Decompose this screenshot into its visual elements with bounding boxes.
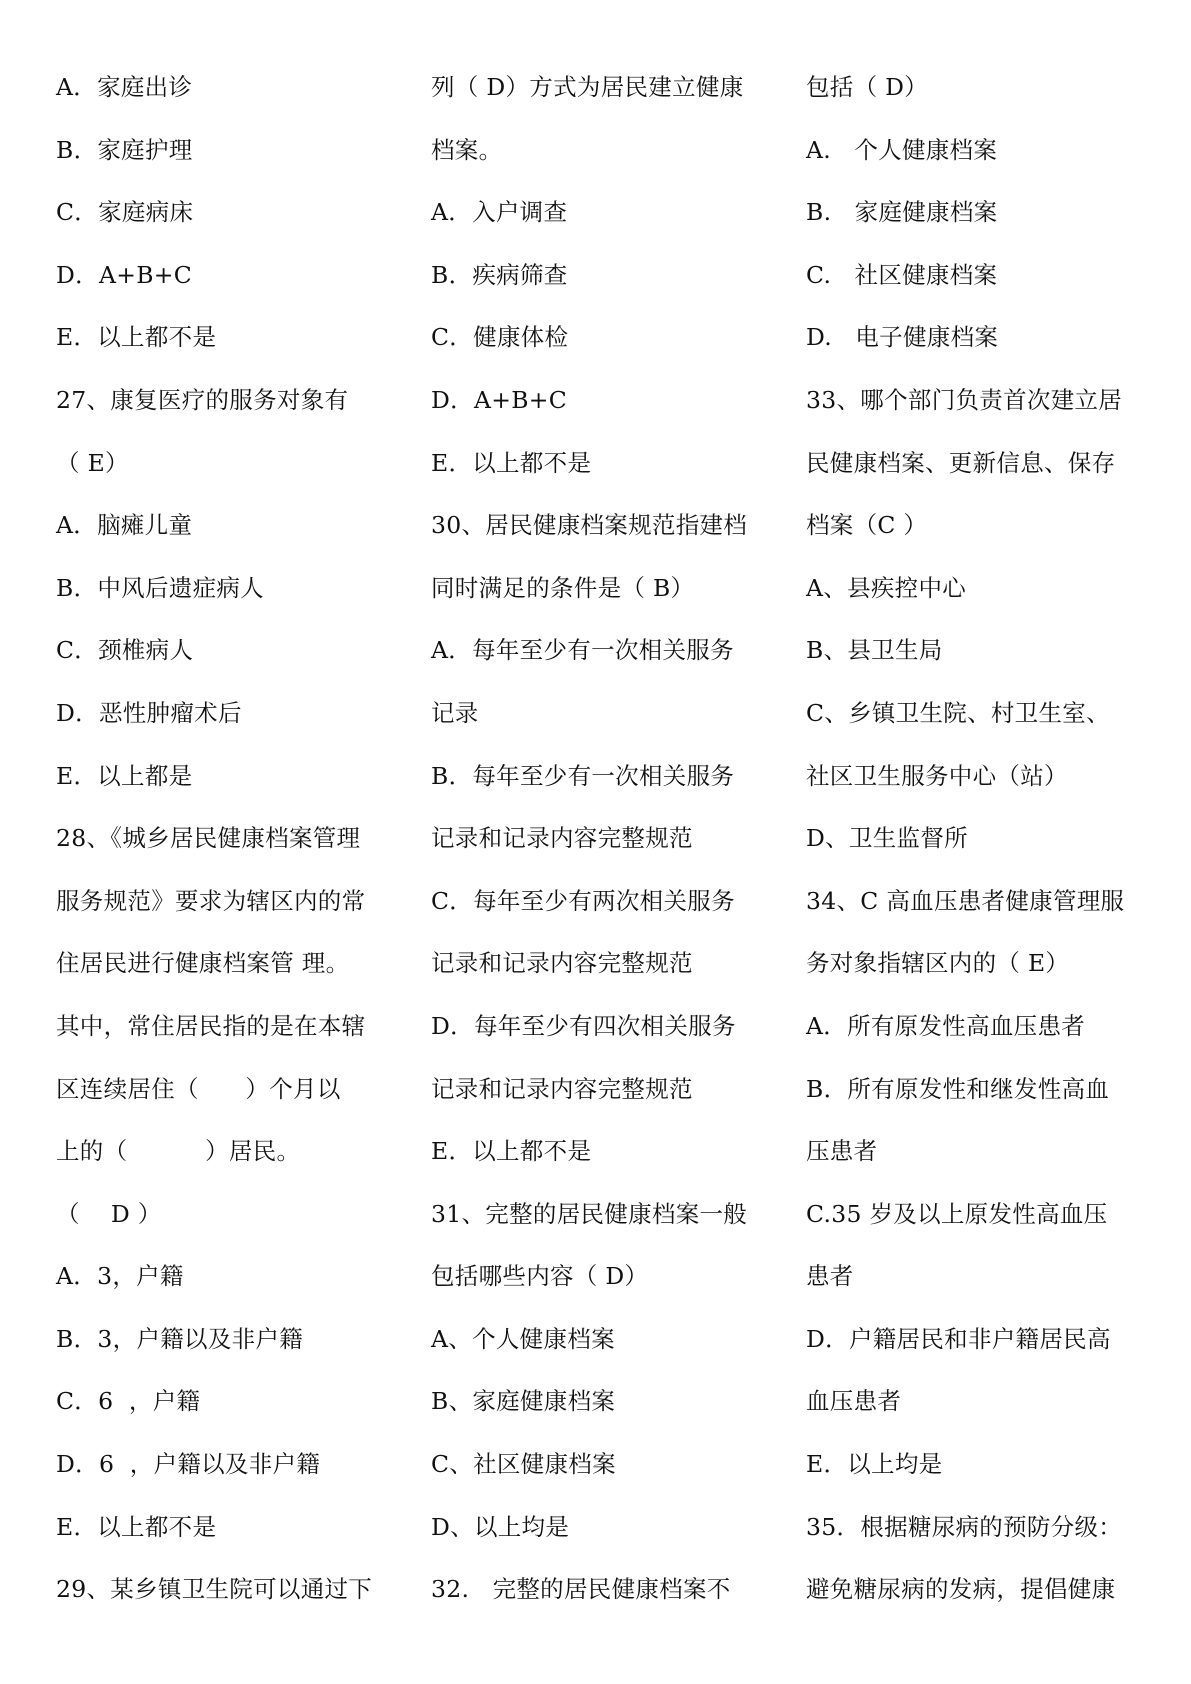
text-line: 29、某乡镇卫生院可以通过下: [56, 1575, 373, 1604]
text-line: C. 社区健康档案: [806, 260, 998, 289]
text-line: 血压患者: [806, 1387, 902, 1416]
text-line: （ D ）: [56, 1199, 162, 1228]
text-line: B．每年至少有一次相关服务: [431, 761, 735, 790]
text-line: 民健康档案、更新信息、保存: [806, 448, 1116, 477]
text-line: 区连续居住（ ）个月以: [56, 1074, 341, 1103]
text-line: B．家庭护理: [56, 135, 193, 164]
text-line: C、乡镇卫生院、村卫生室、: [806, 698, 1110, 727]
text-line: D、以上均是: [431, 1512, 570, 1541]
text-line: E．以上均是: [806, 1450, 943, 1479]
text-line: C、社区健康档案: [431, 1450, 616, 1479]
text-line: 34、C 高血压患者健康管理服: [806, 886, 1125, 915]
text-line: 档案（C ）: [806, 511, 928, 540]
text-line: 档案。: [431, 135, 503, 164]
text-line: 记录和记录内容完整规范: [431, 1074, 693, 1103]
text-line: 35．根据糖尿病的预防分级：: [806, 1512, 1123, 1541]
text-line: 其中，常住居民指的是在本辖: [56, 1011, 366, 1040]
text-line: E．以上都不是: [431, 1137, 592, 1166]
text-line: B．3，户籍以及非户籍: [56, 1324, 304, 1353]
text-line: C．颈椎病人: [56, 636, 194, 665]
text-line: D．恶性肿瘤术后: [56, 698, 242, 727]
text-line: D．户籍居民和非户籍居民高: [806, 1324, 1111, 1353]
text-line: A．所有原发性高血压患者: [806, 1011, 1086, 1040]
text-line: 同时满足的条件是（ B）: [431, 573, 695, 602]
text-line: 压患者: [806, 1137, 878, 1166]
text-line: 务对象指辖区内的（ E）: [806, 949, 1070, 978]
text-column-right: [806, 56, 1146, 1621]
text-line: A、县疾控中心: [806, 573, 967, 602]
text-line: E．以上都不是: [56, 1512, 217, 1541]
text-line: C.35 岁及以上原发性高血压: [806, 1199, 1108, 1228]
text-line: E．以上都不是: [431, 448, 592, 477]
text-line: 住居民进行健康档案管 理。: [56, 949, 350, 978]
text-line: E．以上都不是: [56, 323, 217, 352]
text-line: E．以上都是: [56, 761, 193, 790]
text-line: B、家庭健康档案: [431, 1387, 616, 1416]
text-line: 31、完整的居民健康档案一般: [431, 1199, 748, 1228]
text-line: （ E）: [56, 448, 129, 477]
text-line: 28、《城乡居民健康档案管理: [56, 824, 361, 853]
text-line: B. 家庭健康档案: [806, 198, 998, 227]
text-line: 患者: [806, 1262, 854, 1291]
text-line: C．6 ，户籍: [56, 1387, 201, 1416]
text-line: B、县卫生局: [806, 636, 943, 665]
text-line: 服务规范》要求为辖区内的常: [56, 886, 366, 915]
text-line: D. 电子健康档案: [806, 323, 999, 352]
text-line: 记录和记录内容完整规范: [431, 824, 693, 853]
text-line: A、个人健康档案: [431, 1324, 615, 1353]
text-line: A．3，户籍: [56, 1262, 184, 1291]
text-line: B．所有原发性和继发性高血: [806, 1074, 1110, 1103]
text-line: A. 个人健康档案: [806, 135, 998, 164]
text-line: A．每年至少有一次相关服务: [431, 636, 734, 665]
text-line: B．中风后遗症病人: [56, 573, 264, 602]
text-line: D．6 ，户籍以及非户籍: [56, 1450, 321, 1479]
text-line: A．家庭出诊: [56, 73, 193, 101]
text-column-left: [56, 56, 396, 1621]
text-line: D、卫生监督所: [806, 824, 968, 853]
text-line: 社区卫生服务中心（站）: [806, 761, 1068, 790]
text-line: 包括（ D）: [806, 73, 929, 101]
text-line: 30、居民健康档案规范指建档: [431, 511, 748, 540]
text-line: 记录: [431, 698, 479, 727]
text-line: A．脑瘫儿童: [56, 511, 193, 540]
text-line: 32. 完整的居民健康档案不: [431, 1575, 731, 1604]
text-line: 记录和记录内容完整规范: [431, 949, 693, 978]
text-line: D．A+B+C: [56, 260, 193, 289]
text-line: D．A+B+C: [431, 385, 568, 414]
text-line: C．健康体检: [431, 323, 569, 352]
text-line: C．每年至少有两次相关服务: [431, 886, 735, 915]
text-line: 27、康复医疗的服务对象有: [56, 385, 349, 414]
text-line: 上的（ ）居民。: [56, 1137, 301, 1166]
text-line: B．疾病筛查: [431, 260, 568, 289]
text-line: 33、哪个部门负责首次建立居: [806, 385, 1123, 414]
text-line: A．入户调查: [431, 198, 568, 227]
text-line: D．每年至少有四次相关服务: [431, 1011, 736, 1040]
text-line: 列（ D）方式为居民建立健康: [431, 73, 744, 101]
text-line: C．家庭病床: [56, 198, 194, 227]
text-line: 避免糖尿病的发病，提倡健康: [806, 1575, 1116, 1604]
text-column-middle: [431, 56, 771, 1621]
text-line: 包括哪些内容（ D）: [431, 1262, 649, 1291]
